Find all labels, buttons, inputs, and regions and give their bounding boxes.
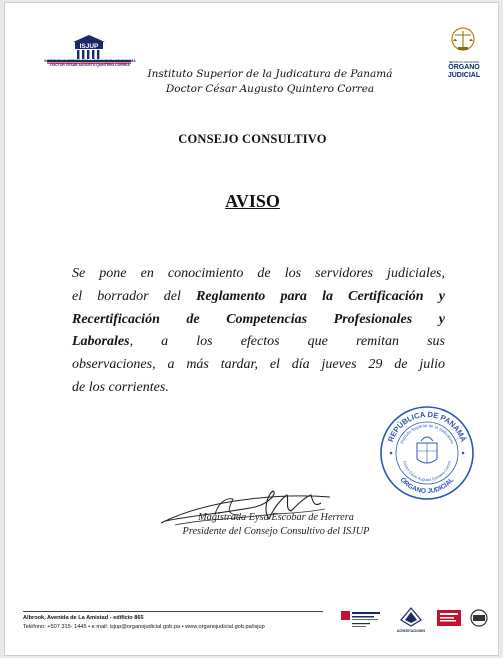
isjup-caption-line1: INSTITUTO SUPERIOR DE LA JUDICATURA DE PANAMÁ [44, 59, 136, 63]
signatory-name: Magistrada Eysa Escobar de Herrera [198, 512, 354, 523]
body-line-4-rest: , a los efectos que remitan sus [129, 334, 445, 350]
regulation-title-part3: Laborales [72, 334, 130, 350]
organo-judicial-caption [437, 61, 491, 79]
accreditation-caption: ACREDITACIONES [396, 629, 426, 633]
footer-contact-line: Teléfono: +507 315- 1445 • e mail: isjup@organojudicial.gob.pa • www.organojudicial.gob.pa/isjup [23, 623, 265, 630]
institute-title [145, 67, 395, 97]
isjup-logo-caption [35, 59, 145, 68]
footer-contact [23, 614, 353, 631]
body-line-2-pre: el borrador del [72, 288, 197, 304]
body-line-1: Se pone en conocimiento de los servidores judiciales, [72, 266, 445, 281]
regulation-title-part2: Recertificación de Competencias Profesionales y [72, 311, 445, 327]
seal-outer-top: REPÚBLICA DE PANAMÁ [385, 409, 469, 444]
body-line-6: de los corrientes. [72, 379, 169, 395]
institute-title-line1: Instituto Superior de la Judicatura de Panamá [147, 68, 393, 80]
certification-logos [437, 608, 493, 628]
document-page [4, 2, 499, 656]
body-line-2 [72, 286, 445, 309]
svg-text:Instituto Superior de la Judic [399, 423, 455, 445]
organo-line2: JUDICIAL [447, 71, 481, 79]
isjup-acronym: ISJUP [79, 43, 99, 50]
seal-outer-bottom: ÓRGANO JUDICIAL [398, 476, 456, 496]
footer-address: Albrook, Avenida de La Amistad - edificio 865 [23, 615, 144, 621]
seal-inner-top: Instituto Superior de la Judicatura [398, 422, 456, 445]
body-line-4 [72, 331, 445, 354]
seal-inner-bottom: Doctor César Augusto Quintero Correa [402, 460, 452, 483]
signature-block [151, 511, 401, 539]
official-seal [377, 403, 477, 503]
regulation-title-part1: Reglamento para la Certificación y [196, 288, 445, 304]
accreditation-logo [393, 606, 429, 634]
signatory-role: Presidente del Consejo Consultivo del ISJUP [182, 526, 370, 537]
isjup-caption-line2: DOCTOR CÉSAR AUGUSTO QUINTERO CORREA [50, 63, 130, 68]
council-heading: CONSEJO CONSULTIVO [178, 132, 327, 146]
body-line-5: observaciones, a más tardar, el día jueves 29 de julio [72, 357, 445, 373]
footer-divider [23, 611, 323, 612]
organo-small: REPÚBLICA DE PANAMÁ [448, 61, 480, 64]
notice-title: AVISO [225, 191, 280, 211]
institute-title-line2: Doctor César Augusto Quintero Correa [165, 83, 375, 95]
organo-line1: ÓRGANO [448, 64, 480, 71]
body-line-3 [72, 309, 445, 332]
ministry-logo [339, 608, 383, 630]
notice-body [72, 263, 445, 400]
isjup-logo [39, 33, 139, 79]
